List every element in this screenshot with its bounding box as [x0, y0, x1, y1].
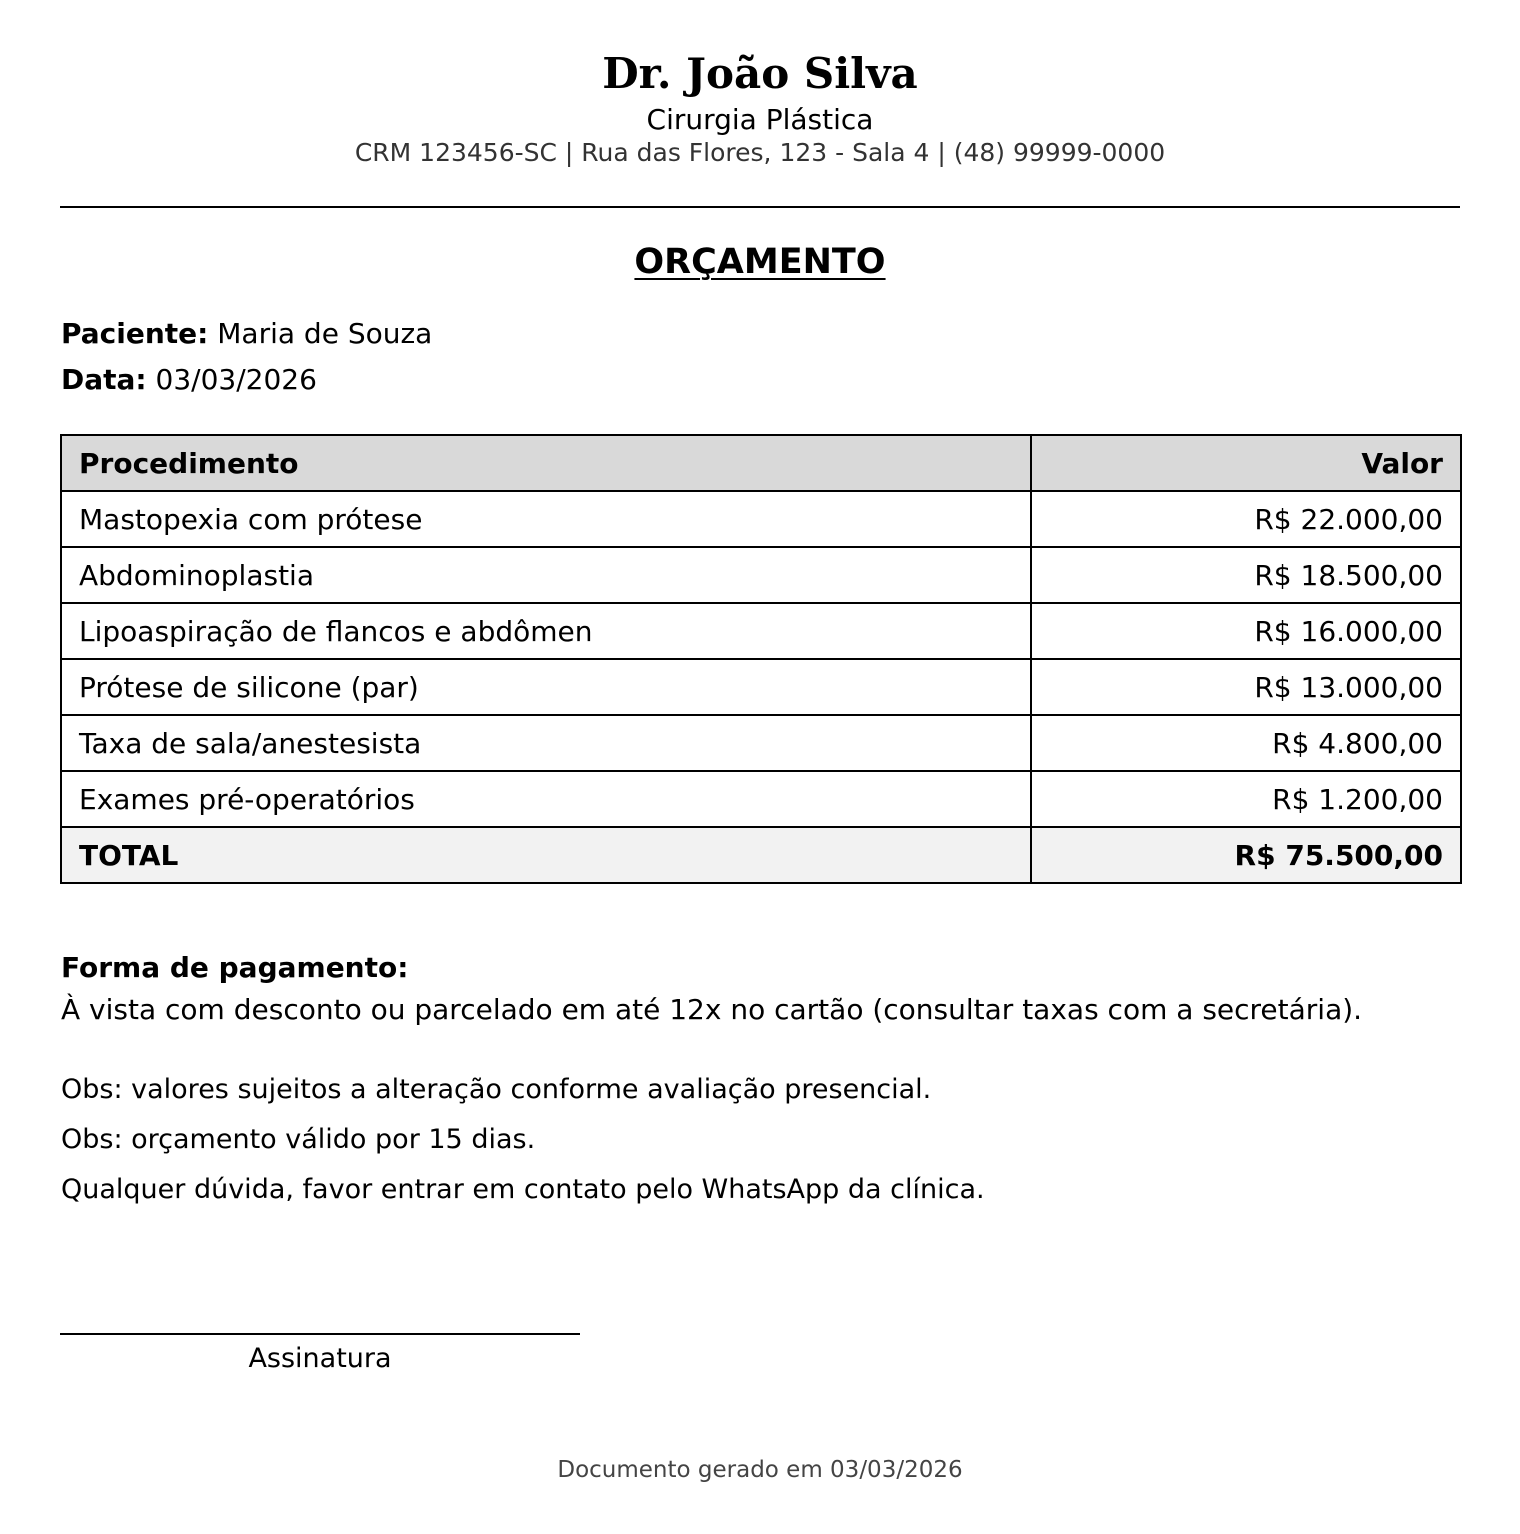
- table-row: [61, 659, 1461, 715]
- table-row: [61, 547, 1461, 603]
- value-cell: R$ 1.200,00: [1031, 771, 1461, 827]
- header-divider: [60, 206, 1460, 208]
- patient-line: [61, 316, 432, 352]
- value-cell: R$ 18.500,00: [1031, 547, 1461, 603]
- specialty: Cirurgia Plástica: [646, 103, 874, 136]
- date-value: 03/03/2026: [155, 363, 317, 396]
- note-item: Obs: valores sujeitos a alteração conforme avaliação presencial.: [61, 1074, 932, 1105]
- contact-info: CRM 123456-SC | Rua das Flores, 123 - Sala 4 | (48) 99999-0000: [354, 138, 1166, 167]
- signature-line: [60, 1333, 580, 1335]
- table-row: [61, 491, 1461, 547]
- doctor-name: Dr. João Silva: [602, 49, 918, 98]
- signature-label: Assinatura: [248, 1343, 392, 1374]
- procedure-cell: Lipoaspiração de flancos e abdômen: [61, 603, 1031, 659]
- header-procedure: Procedimento: [61, 435, 1031, 491]
- procedure-cell: Abdominoplastia: [61, 547, 1031, 603]
- value-cell: R$ 13.000,00: [1031, 659, 1461, 715]
- total-value: R$ 75.500,00: [1031, 827, 1461, 883]
- procedures-table: [60, 434, 1462, 884]
- patient-label: Paciente:: [61, 317, 209, 350]
- value-cell: R$ 16.000,00: [1031, 603, 1461, 659]
- procedure-cell: Taxa de sala/anestesista: [61, 715, 1031, 771]
- procedure-cell: Mastopexia com prótese: [61, 491, 1031, 547]
- note-item: Qualquer dúvida, favor entrar em contato pelo WhatsApp da clínica.: [61, 1174, 985, 1205]
- procedure-cell: Exames pré-operatórios: [61, 771, 1031, 827]
- header-value: Valor: [1031, 435, 1461, 491]
- table-row: [61, 771, 1461, 827]
- payment-text: À vista com desconto ou parcelado em até 12x no cartão (consultar taxas com a secretária).: [61, 993, 1363, 1026]
- payment-title: Forma de pagamento:: [61, 951, 409, 984]
- date-label: Data:: [61, 363, 147, 396]
- note-item: Obs: orçamento válido por 15 dias.: [61, 1124, 536, 1155]
- value-cell: R$ 4.800,00: [1031, 715, 1461, 771]
- total-row: [61, 827, 1461, 883]
- date-line: [61, 362, 317, 398]
- table-row: [61, 603, 1461, 659]
- value-cell: R$ 22.000,00: [1031, 491, 1461, 547]
- table-header-row: [61, 435, 1461, 491]
- document-title: ORÇAMENTO: [634, 242, 886, 282]
- patient-name: Maria de Souza: [217, 317, 433, 350]
- procedure-cell: Prótese de silicone (par): [61, 659, 1031, 715]
- total-label: TOTAL: [61, 827, 1031, 883]
- footer-text: Documento gerado em 03/03/2026: [557, 1457, 963, 1483]
- table-row: [61, 715, 1461, 771]
